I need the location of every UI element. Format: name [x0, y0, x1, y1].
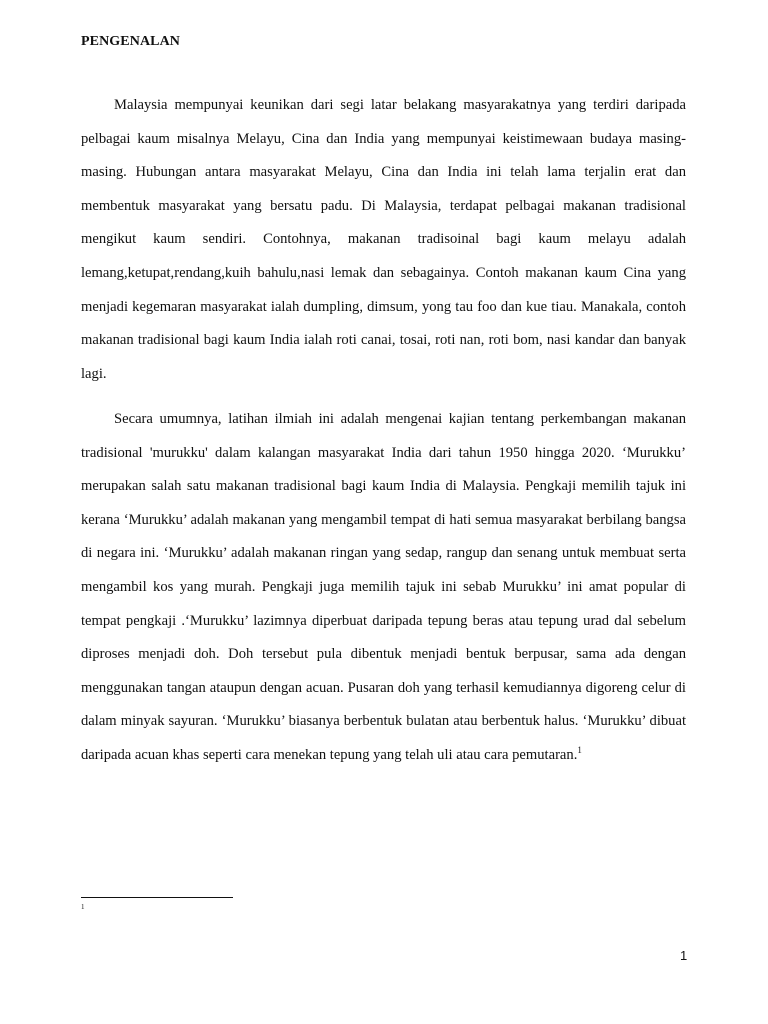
- page-number: 1: [680, 948, 688, 963]
- section-heading: PENGENALAN: [81, 34, 181, 49]
- footnote-separator: [81, 897, 233, 898]
- footnote-reference[interactable]: 1: [577, 745, 582, 756]
- paragraph-text: Malaysia mempunyai keunikan dari segi latar belakang masyarakatnya yang terdiri daripada pelbagai kaum misalnya Melayu, Cina dan India yang mempunyai keistimewaan budaya masing-masing. Hubungan antara masyarakat Melayu, Cina dan India ini telah lama terjalin erat dan membentuk masyarakat yang bersatu padu. Di Malaysia, terdapat pelbagai makanan tradisional mengikut kaum sendiri. Contohnya, makanan tradisoinal bagi kaum melayu adalah lemang,ketupat,rendang,kuih bahulu,nasi lemak dan sebagainya. Contoh makanan kaum Cina yang menjadi kegemaran masyarakat ialah dumpling, dimsum, yong tau foo dan kue tiau. Manakala, contoh makanan tradisional bagi kaum India ialah roti canai, tosai, roti nan, roti bom, nasi kandar dan banyak lagi.: [81, 97, 686, 382]
- introduction-paragraph-1: [81, 89, 686, 391]
- paragraph-text: Secara umumnya, latihan ilmiah ini adalah mengenai kajian tentang perkembangan makanan tradisional 'murukku' dalam kalangan masyarakat India dari tahun 1950 hingga 2020. ‘Murukku’ merupakan salah satu makanan tradisional bagi kaum India di Malaysia. Pengkaji memilih tajuk ini kerana ‘Murukku’ adalah makanan yang mengambil tempat di hati semua masyarakat berbilang bangsa di negara ini. ‘Murukku’ adalah makanan ringan yang sedap, rangup dan senang untuk membuat serta mengambil kos yang murah. Pengkaji juga memilih tajuk ini sebab Murukku’ ini amat popular di tempat pengkaji .‘Murukku’ lazimnya diperbuat daripada tepung beras atau tepung urad dal sebelum diproses menjadi doh. Doh tersebut pula dibentuk menjadi bentuk berpusar, sama ada dengan menggunakan tangan ataupun dengan acuan. Pusaran doh yang terhasil kemudiannya digoreng celur di dalam minyak sayuran. ‘Murukku’ biasanya berbentuk bulatan atau berbentuk halus. ‘Murukku’ dibuat daripada acuan khas seperti cara menekan tepung yang telah uli atau cara pemutaran.: [81, 411, 686, 763]
- footnote-marker: 1: [81, 903, 85, 911]
- introduction-paragraph-2: [81, 403, 686, 773]
